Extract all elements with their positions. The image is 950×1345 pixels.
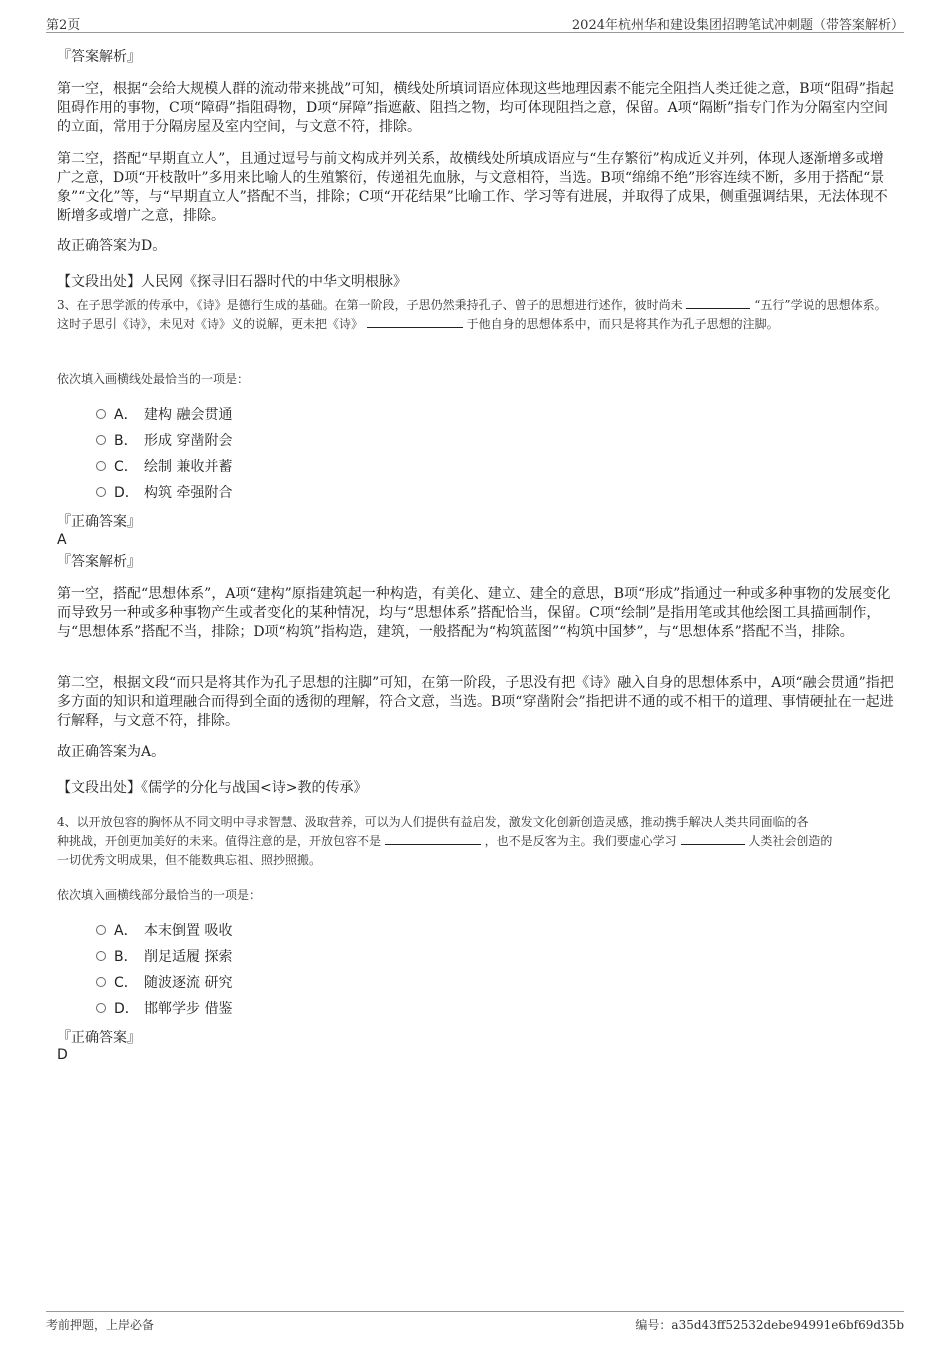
fill-blank-2 (367, 315, 463, 328)
question-4-line-2: 种挑战，开创更加美好的未来。值得注意的是，开放包容不是 ，也不是反客为主。我们要虚心学习 人类社会创造的 (57, 834, 833, 848)
fill-blank-1 (385, 832, 481, 845)
fill-blank-2 (681, 832, 745, 845)
radio-icon[interactable] (96, 461, 106, 471)
answer-conclusion: 故正确答案为D。 (57, 238, 167, 254)
page-header (46, 12, 904, 33)
option-b[interactable]: B． 削足适履 探索 (96, 945, 232, 969)
radio-icon[interactable] (96, 487, 106, 497)
document-id: 编号：a35d43ff52532debe94991e6bf69d35b (635, 1318, 904, 1332)
question-4-line-3: 一切优秀文明成果，但不能数典忘祖、照抄照搬。 (57, 853, 322, 867)
question-3-text-a: 3、在子思学派的传承中，《诗》是德行生成的基础。在第一阶段，子思仍然秉持孔子、曾子的思想进行述作，彼时尚未 (57, 298, 683, 312)
radio-icon[interactable] (96, 409, 106, 419)
radio-icon[interactable] (96, 925, 106, 935)
source-citation: 【文段出处】《儒学的分化与战国<诗>教的传承》 (57, 780, 368, 796)
correct-answer: D (57, 1047, 68, 1063)
source-citation: 【文段出处】人民网《探寻旧石器时代的中华文明根脉》 (57, 274, 407, 290)
question-3-text (57, 296, 895, 334)
option-c[interactable]: C． 随波逐流 研究 (96, 971, 232, 995)
correct-answer: A (57, 532, 67, 548)
option-d[interactable]: D． 构筑 牵强附合 (96, 481, 232, 505)
question-4-text (57, 813, 895, 870)
option-a[interactable]: A． 本末倒置 吸收 (96, 919, 232, 943)
option-b[interactable]: B． 形成 穿凿附会 (96, 429, 232, 453)
analysis-paragraph-1: 第一空，搭配“思想体系”，A项“建构”原指建筑起一种构造，有美化、建立、建全的意思，B项“形成”指通过一种或多种事物的发展变化而导致另一种或多种事物产生或者变化的某种情况，均与“思想体系”搭配恰当，保留。C项“绘制”是指用笔或其他绘图工具描画制作，与“思想体系”搭配不当，排除；D项“构筑”指构造，建筑，一般搭配为“构筑蓝图”“构筑中国梦”，与“思想体系”搭配不当，排除。 (57, 586, 891, 640)
page-number: 第2页 (46, 18, 81, 33)
question-3-prompt: 依次填入画横线处最恰当的一项是： (57, 372, 250, 386)
answer-conclusion: 故正确答案为A。 (57, 744, 166, 760)
page-footer (46, 1311, 904, 1336)
analysis-label: 『答案解析』 (57, 554, 141, 570)
question-4-line-1: 4、以开放包容的胸怀从不同文明中寻求智慧、汲取营养，可以为人们提供有益启发，激发文化创新创造灵感，推动携手解决人类共同面临的各 (57, 815, 809, 829)
question-3-text-b: “五行”学说的思想体系。这时子思引《诗》，未见对《诗》义的说解，更未把《诗》 (57, 298, 887, 331)
footer-slogan: 考前押题，上岸必备 (46, 1318, 155, 1332)
document-title: 2024年杭州华和建设集团招聘笔试冲刺题（带答案解析） (571, 18, 904, 33)
correct-answer-label: 『正确答案』 (57, 1030, 141, 1046)
radio-icon[interactable] (96, 435, 106, 445)
analysis-paragraph-1: 第一空，根据“会给大规模人群的流动带来挑战”可知，横线处所填词语应体现这些地理因素不能完全阻挡人类迁徙之意，B项“阻碍”指起阻碍作用的事物，C项“障碍”指阻碍物，D项“屏障”指遮蔽、阻挡之物，均可体现阻挡之意，保留。A项“隔断”指专门作为分隔室内空间的立面，常用于分隔房屋及室内空间，与文意不符，排除。 (57, 81, 894, 135)
option-d[interactable]: D． 邯郸学步 借鉴 (96, 997, 232, 1021)
question-3-text-c: 于他自身的思想体系中，而只是将其作为孔子思想的注脚。 (466, 317, 779, 331)
question-4-prompt: 依次填入画横线部分最恰当的一项是： (57, 888, 262, 902)
fill-blank-1 (686, 296, 750, 309)
correct-answer-label: 『正确答案』 (57, 514, 141, 530)
analysis-label: 『答案解析』 (57, 49, 141, 65)
analysis-paragraph-2: 第二空，搭配“早期直立人”，且通过逗号与前文构成并列关系，故横线处所填成语应与“生存繁衍”构成近义并列，体现人逐渐增多或增广之意，D项“开枝散叶”多用来比喻人的生殖繁衍，传递祖先血脉，与文意相符，当选。B项“绵绵不绝”形容连续不断，多用于搭配“景象”“文化”等，与“早期直立人”搭配不当，排除；C项“开花结果”比喻工作、学习等有进展，并取得了成果，侧重强调结果，无法体现不断增多或增广之意，排除。 (57, 151, 888, 224)
option-c[interactable]: C． 绘制 兼收并蓄 (96, 455, 232, 479)
analysis-paragraph-2: 第二空，根据文段“而只是将其作为孔子思想的注脚”可知，在第一阶段，子思没有把《诗》融入自身的思想体系中，A项“融会贯通”指把多方面的知识和道理融合而得到全面的透彻的理解，符合文意，当选。B项“穿凿附会”指把讲不通的或不相干的道理、事情硬扯在一起进行解释，与文意不符，排除。 (57, 675, 894, 729)
option-a[interactable]: A． 建构 融会贯通 (96, 403, 232, 427)
radio-icon[interactable] (96, 1003, 106, 1013)
radio-icon[interactable] (96, 977, 106, 987)
radio-icon[interactable] (96, 951, 106, 961)
